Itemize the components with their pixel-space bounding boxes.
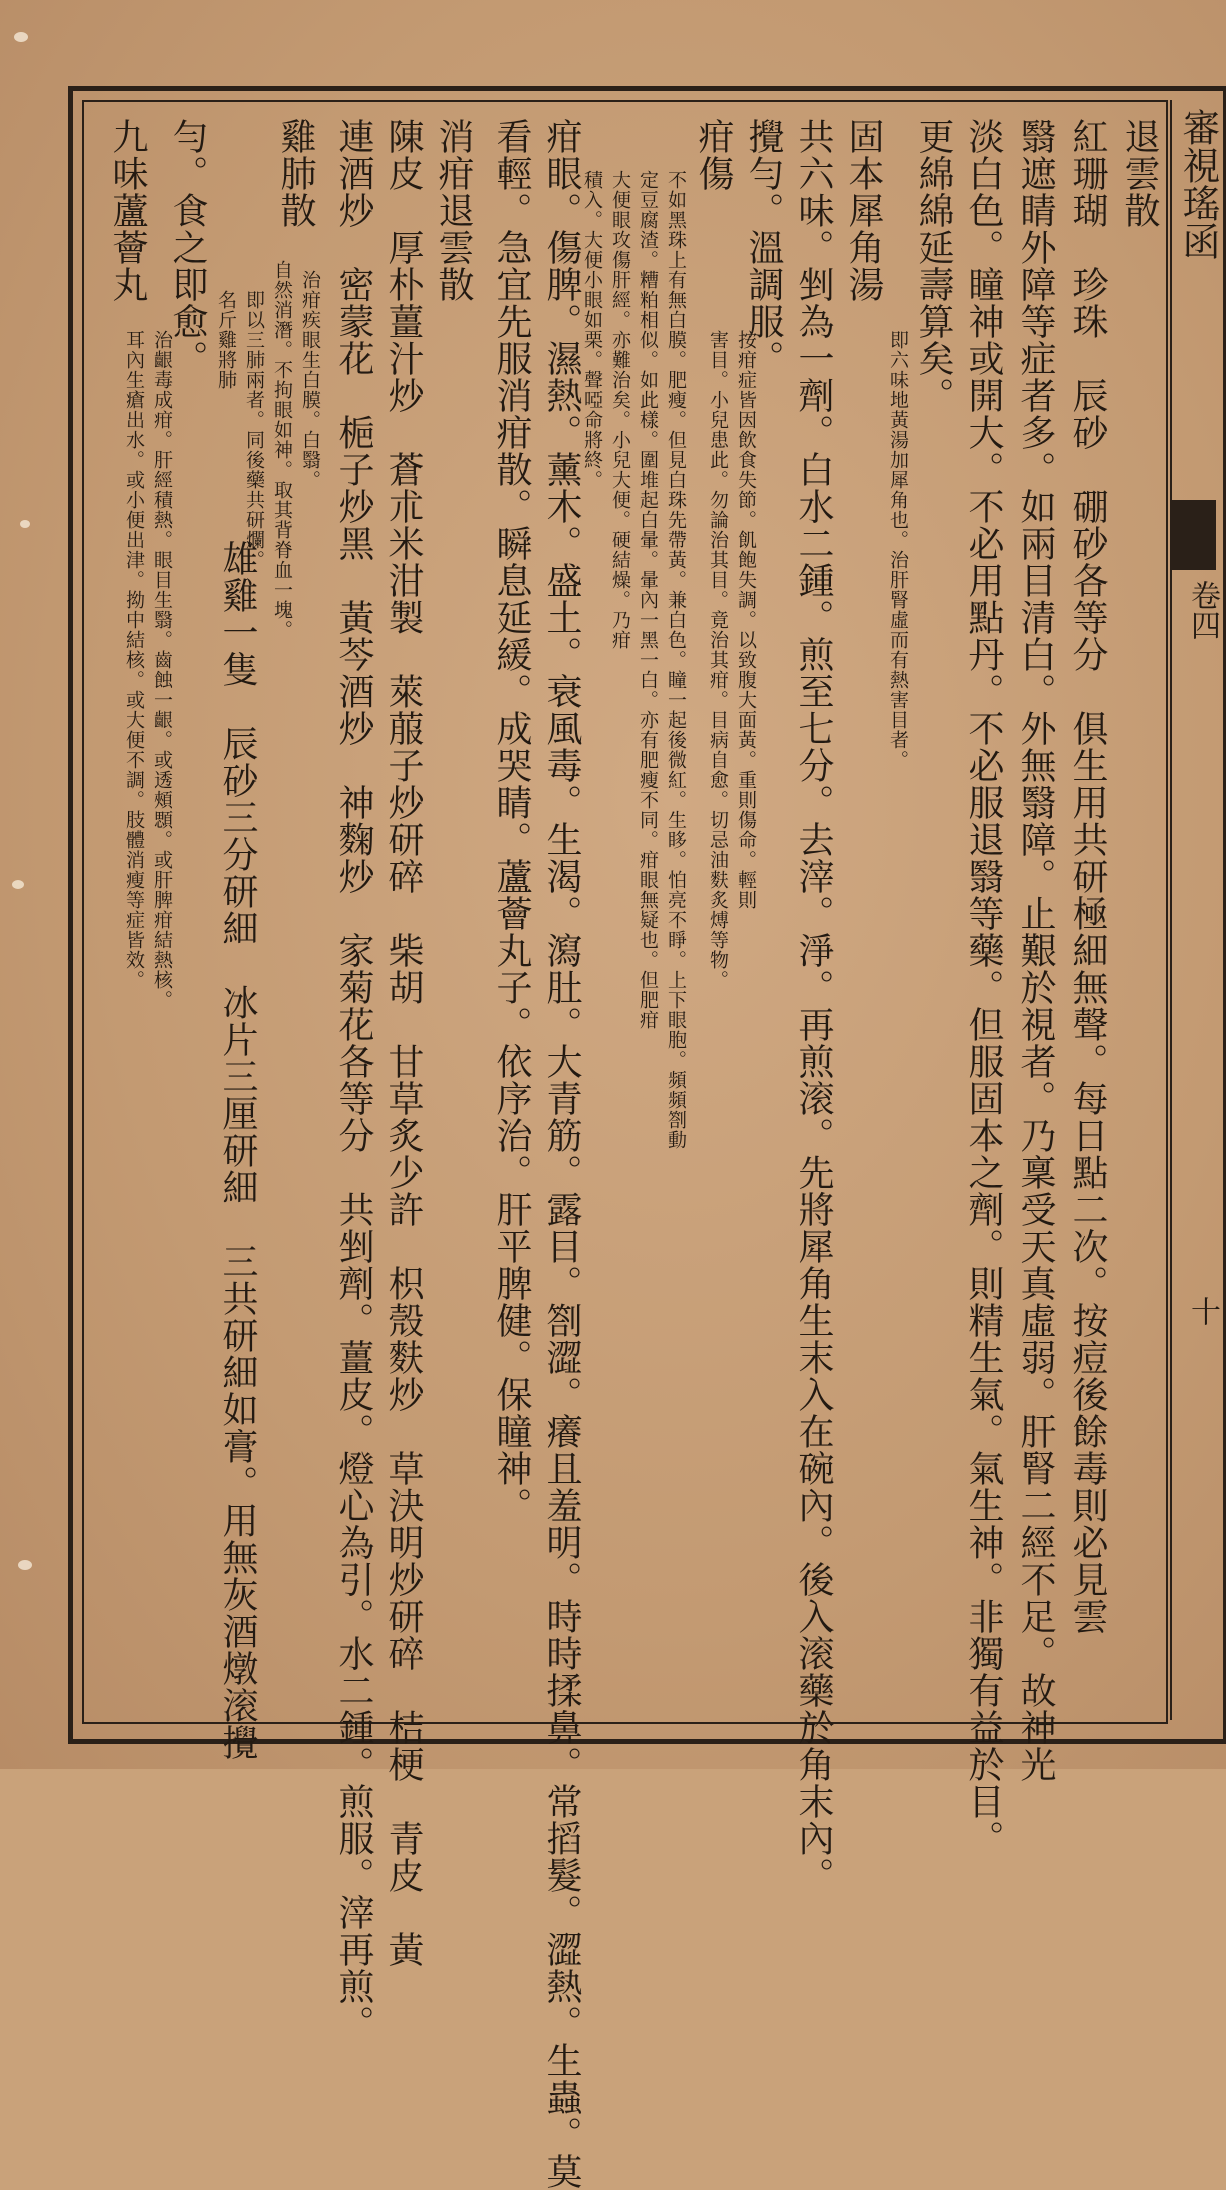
text-column-14: 連酒炒 密蒙花 梔子炒黑 黃芩酒炒 神麴炒 家菊花各等分 共剉劑。薑皮。燈心為引。水二鍾。煎服。滓再煎。 [333, 118, 374, 2042]
text-column-17: 勻。食之即愈。 [167, 118, 208, 377]
text-column-6: 固本犀角湯 [843, 118, 884, 303]
text-column-11: 看輕。急宜先服消疳散。瞬息延緩。成哭睛。蘆薈丸子。依序治。肝平脾健。保瞳神。 [491, 118, 532, 1524]
note-column-4: 不如黑珠上有無白膜。肥瘦。但見白珠先帶黃。兼白色。瞳一起後微紅。生眵。怕亮不睜。上下眼胞。頻頻劄動 [665, 170, 687, 1150]
note-column-8: 治疳疾眼生白膜。白翳。 [299, 270, 321, 490]
text-column-10: 疳眼。傷脾。濕熱。薰木。盛土。衰風毒。生渴。瀉肚。大青筋。露目。劄澀。癢且羞明。時時揉鼻。常搯髮。澀熱。生蟲。莫 [541, 118, 582, 2190]
note-column-13: 耳內生瘡出水。或小便出津。拗中結核。或大便不調。肢體消瘦等症皆效。 [123, 330, 145, 990]
note-column-7: 積入。大便小眼如栗。聲啞命將終。 [581, 170, 603, 490]
note-column-6: 大便眼攻傷肝經。亦難治矣。小兒大便。硬結燥。乃疳 [609, 170, 631, 650]
text-column-12: 消疳退雲散 [433, 118, 474, 303]
note-column-3: 害目。小兒患此。勿論治其目。竟治其疳。目病自愈。切忌油麩炙煿等物。 [707, 330, 729, 990]
text-column-7: 共六味。剉為一劑。白水二鍾。煎至七分。去滓。淨。再煎滚。先將犀角生末入在碗內。後入滚藥於角末內。 [793, 118, 834, 1894]
fishtail-mark [1172, 500, 1216, 570]
page-margin-strip [1170, 100, 1218, 1720]
note-column-10: 即以三肺兩者。同後藥共研爛。 [243, 290, 265, 570]
text-column-15: 雞肺散 [275, 118, 316, 229]
worm-hole [14, 32, 28, 42]
worm-hole [18, 1560, 32, 1570]
note-column-5: 定豆腐渣。糟粕相似。如此樣。圍堆起白暈。暈內一黑一白。亦有肥瘦不同。疳眼無疑也。但肥疳 [637, 170, 659, 1030]
note-column-9: 自然消潛。不拘眼如神。取其背脊血一塊。 [271, 260, 293, 640]
book-title: 審視瑤函 [1176, 108, 1220, 260]
text-column-1: 退雲散 [1119, 118, 1160, 229]
note-column-1: 即六味地黃湯加犀角也。治肝腎虛而有熱害目者。 [887, 330, 909, 770]
text-column-18: 九味蘆薈丸 [107, 118, 148, 303]
worm-hole [12, 880, 24, 889]
text-column-5: 更綿綿延壽算矣。 [913, 118, 954, 414]
note-column-12: 治齦毒成疳。肝經積熱。眼目生翳。齒蝕一齦。或透頰顋。或肝脾疳結熱核。 [151, 330, 173, 1010]
note-column-11: 名斤雞將肺 [215, 290, 237, 390]
worm-hole [20, 520, 30, 528]
note-column-2: 按疳症皆因飲食失節。飢飽失調。以致腹大面黃。重則傷命。輕則 [735, 330, 757, 910]
text-column-8: 攪勻。溫調服。 [743, 118, 784, 377]
text-column-2: 紅珊瑚 珍珠 辰砂 硼砂各等分 俱生用共研極細無聲。每日點二次。按痘後餘毒則必見雲 [1067, 118, 1108, 1635]
text-column-13: 陳皮 厚朴薑汁炒 蒼朮米泔製 萊菔子炒研碎 柴胡 甘草炙少許 枳殼麩炒 草決明炒研碎 桔梗 青皮 黃 [383, 118, 424, 1968]
text-column-16: 雄雞一隻 辰砂三分研細 冰片三厘研細 三共研細如膏。用無灰酒燉滚攪 [217, 540, 258, 1761]
page-number: 十 [1185, 1296, 1220, 1326]
text-column-9: 疳傷 [693, 118, 734, 192]
text-column-4: 淡白色。瞳神或開大。不必用點丹。不必服退翳等藥。但服固本之劑。則精生氣。氣生神。非獨有益於目。 [963, 118, 1004, 1857]
text-column-3: 翳遮睛外障等症者多。如兩目清白。外無翳障。止艱於視者。乃稟受天真虛弱。肝腎二經不足。故神光 [1015, 118, 1056, 1783]
volume-label: 卷四 [1185, 580, 1220, 640]
